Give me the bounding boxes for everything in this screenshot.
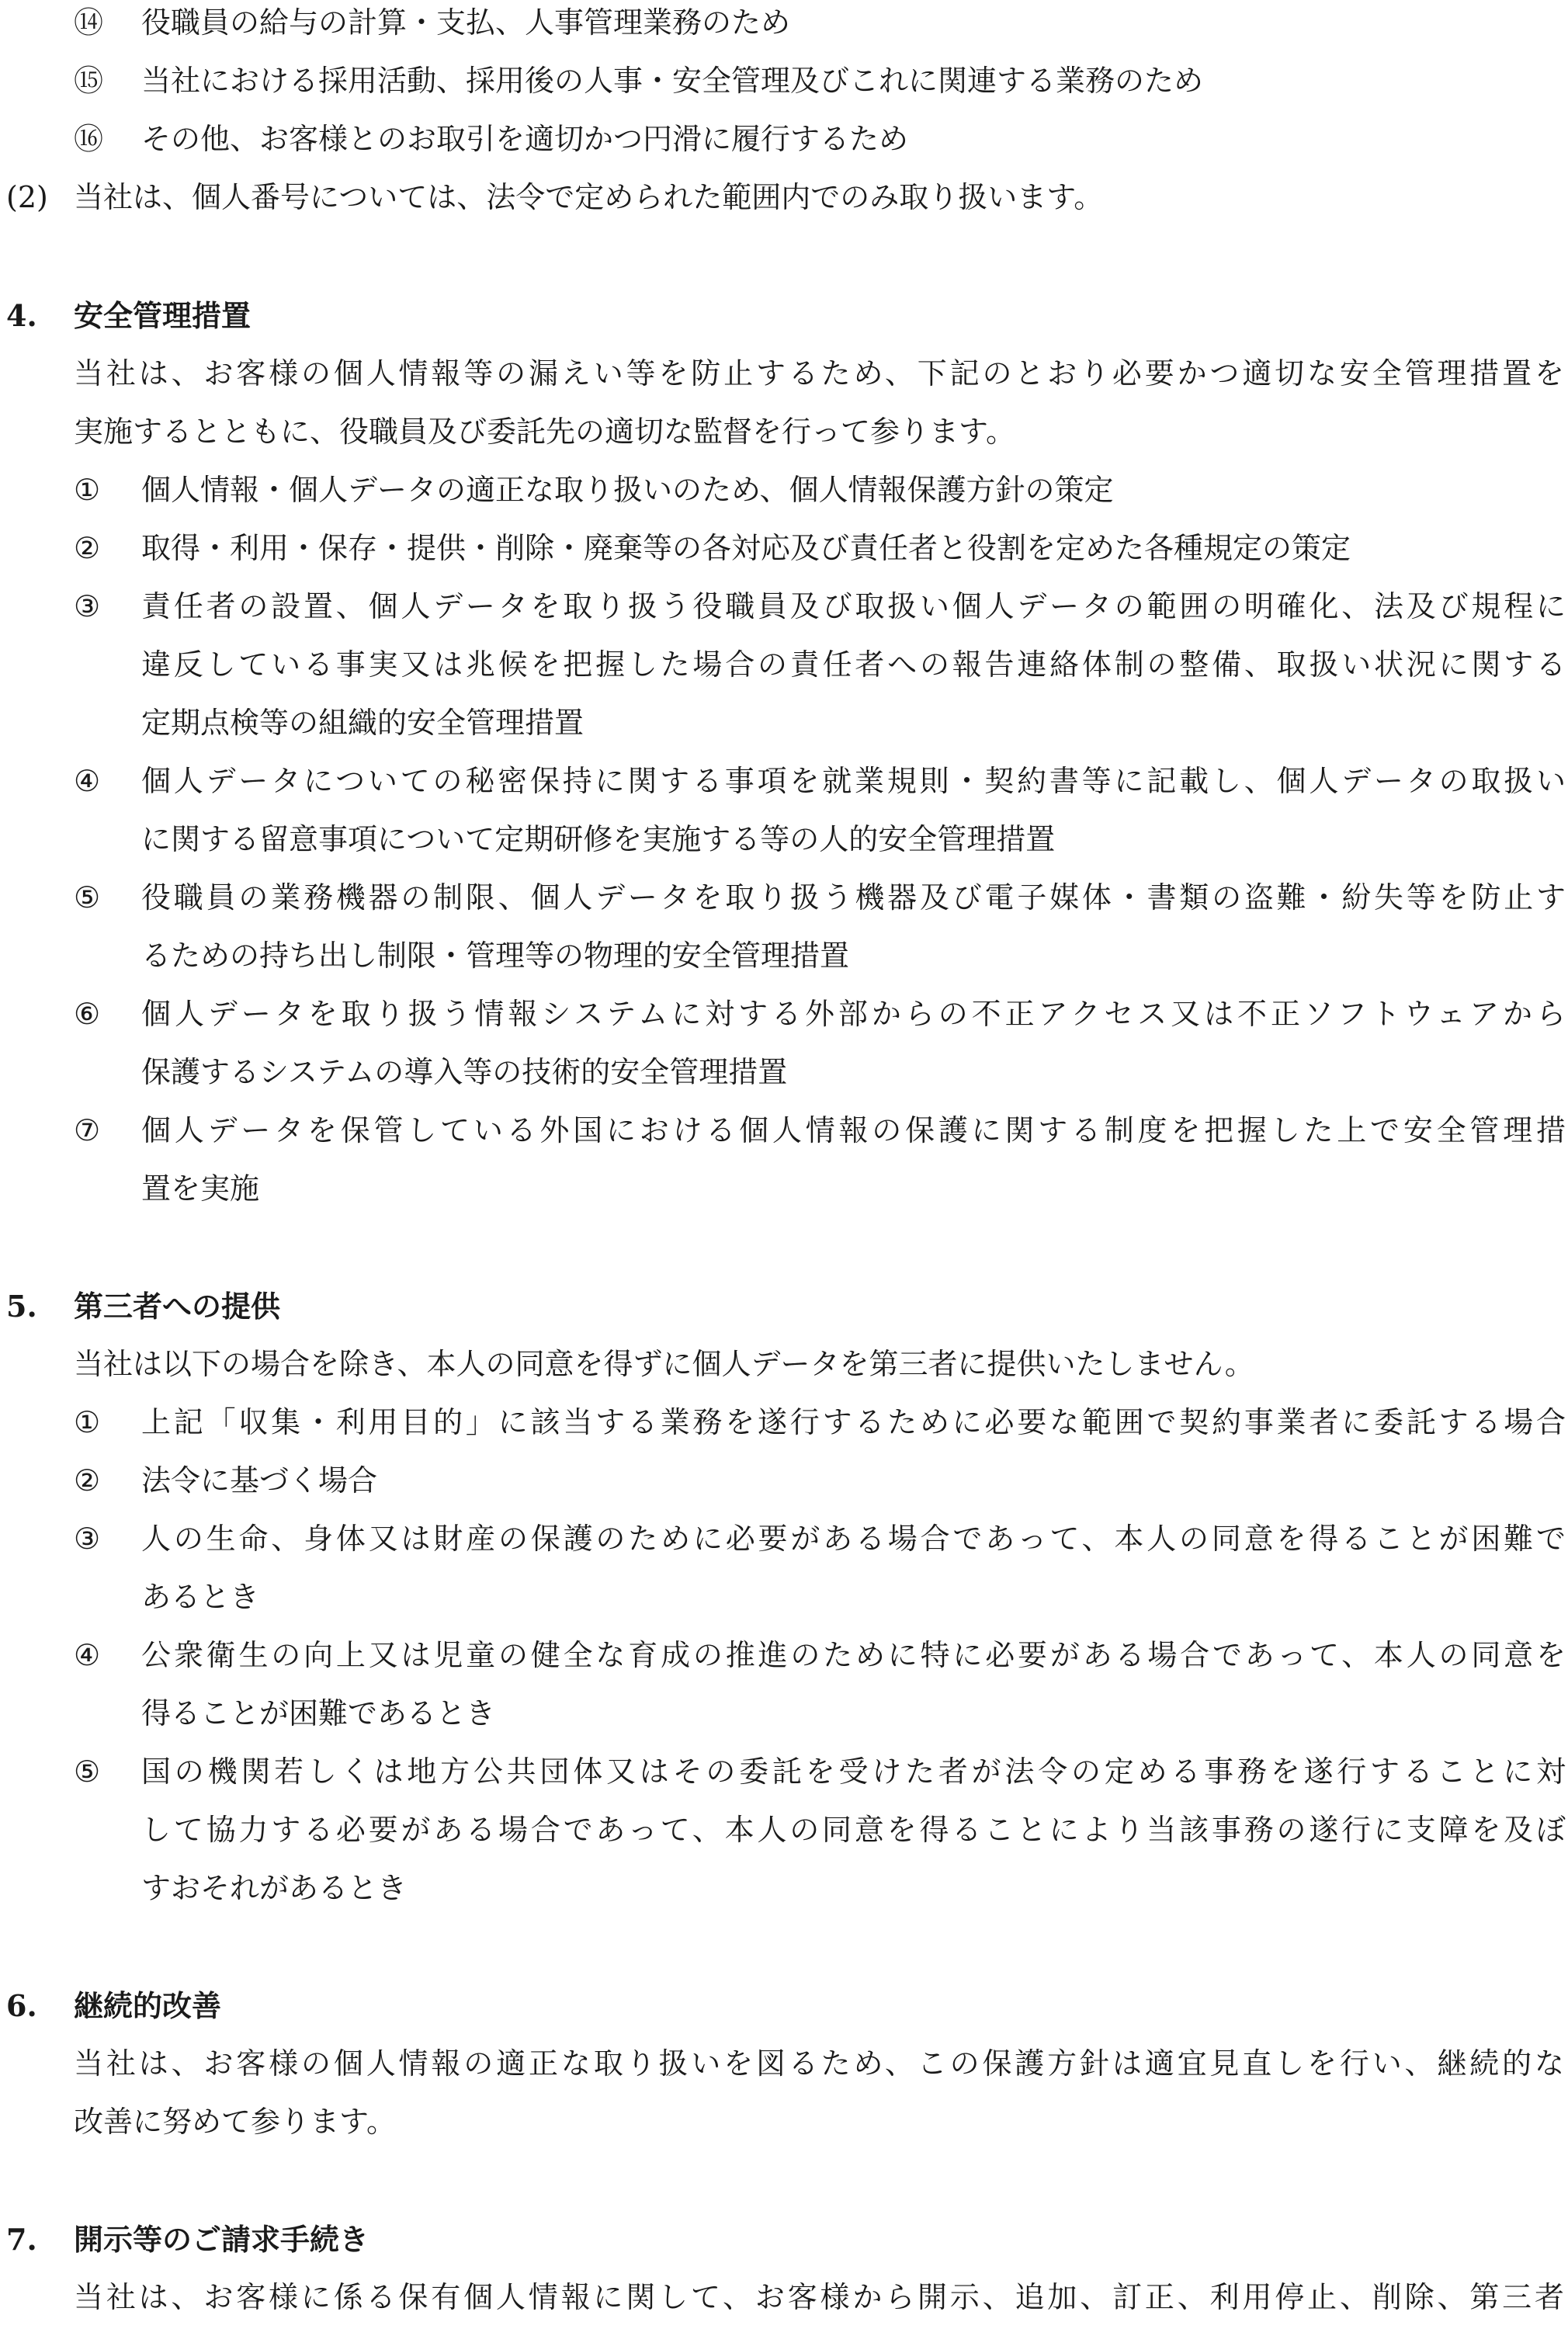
item-number: ② (74, 1463, 101, 1498)
item-text-continuation: すおそれがあるとき (141, 1871, 408, 1905)
item-text: 人の生命、身体又は財産の保護のために必要がある場合であって、本人の同意を得ることが困難で (141, 1522, 1566, 1556)
item-text-continuation: 定期点検等の組織的安全管理措置 (141, 706, 585, 740)
item-number: ⑤ (74, 1755, 101, 1789)
item-number: ⑭ (74, 5, 104, 40)
item-text-continuation: あるとき (141, 1580, 260, 1614)
item-text: 個人データを保管している外国における個人情報の保護に関する制度を把握した上で安全管理措 (141, 1113, 1566, 1147)
item-text: 役職員の給与の計算・支払、人事管理業務のため (141, 5, 791, 40)
item-text: 役職員の業務機器の制限、個人データを取り扱う機器及び電子媒体・書類の盗難・紛失等を防止す (141, 880, 1566, 915)
item-text-continuation: 保護するシステムの導入等の技術的安全管理措置 (141, 1055, 788, 1089)
item-text-continuation: るための持ち出し制限・管理等の物理的安全管理措置 (141, 939, 850, 973)
item-text: 当社における採用活動、採用後の人事・安全管理及びこれに関連する業務のため (141, 64, 1204, 98)
item-text-continuation: 違反している事実又は兆候を把握した場合の責任者への報告連絡体制の整備、取扱い状況に関する (141, 647, 1566, 682)
section-intro-line: 当社は、お客様の個人情報等の漏えい等を防止するため、下記のとおり必要かつ適切な安全管理措置を (74, 356, 1564, 390)
section-intro-line: 当社は以下の場合を除き、本人の同意を得ずに個人データを第三者に提供いたしません。 (74, 1347, 1254, 1381)
section-title: 開示等のご請求手続き (74, 2222, 369, 2257)
item-number: ④ (74, 764, 101, 798)
item-number: ④ (74, 1638, 101, 1672)
paragraph-text: 当社は、個人番号については、法令で定められた範囲内でのみ取り扱います。 (74, 180, 1104, 214)
item-number: ⑤ (74, 880, 101, 915)
item-number: ③ (74, 1522, 101, 1556)
section-intro-line: 当社は、お客様に係る保有個人情報に関して、お客様から開示、追加、訂正、利用停止、削除、第三者 (74, 2280, 1564, 2314)
item-text: 法令に基づく場合 (141, 1463, 378, 1498)
item-text: その他、お客様とのお取引を適切かつ円滑に履行するため (141, 122, 909, 156)
item-number: ⑥ (74, 997, 101, 1031)
section-number: 5. (6, 1289, 37, 1324)
section-title: 継続的改善 (74, 1988, 222, 2023)
section-intro-line: 当社は、お客様の個人情報の適正な取り扱いを図るため、この保護方針は適宜見直しを行い、継続的な (74, 2046, 1564, 2081)
item-number: ① (74, 1405, 101, 1439)
item-number: ⑦ (74, 1113, 101, 1147)
section-number: 6. (6, 1988, 37, 2023)
item-text: 個人データについての秘密保持に関する事項を就業規則・契約書等に記載し、個人データの取扱い (141, 764, 1566, 798)
item-text-continuation: 得ることが困難であるとき (141, 1696, 496, 1730)
item-number: ⑮ (74, 64, 104, 98)
item-text: 上記「収集・利用目的」に該当する業務を遂行するために必要な範囲で契約事業者に委託する場合 (141, 1405, 1566, 1439)
item-text-continuation: に関する留意事項について定期研修を実施する等の人的安全管理措置 (141, 822, 1056, 856)
section-number: 7. (6, 2222, 37, 2257)
section-intro-line: 実施するとともに、役職員及び委託先の適切な監督を行って参ります。 (74, 415, 1015, 449)
section-number: 4. (6, 298, 37, 333)
section-intro-line: 改善に努めて参ります。 (74, 2105, 396, 2139)
item-number: ② (74, 531, 101, 565)
item-text: 国の機関若しくは地方公共団体又はその委託を受けた者が法令の定める事務を遂行することに対 (141, 1755, 1566, 1789)
section-title: 第三者への提供 (74, 1289, 281, 1324)
item-text: 個人データを取り扱う情報システムに対する外部からの不正アクセス又は不正ソフトウェアから (141, 997, 1566, 1031)
item-text-continuation: 置を実施 (141, 1171, 260, 1206)
item-text: 責任者の設置、個人データを取り扱う役職員及び取扱い個人データの範囲の明確化、法及び規程に (141, 589, 1566, 623)
item-text: 取得・利用・保存・提供・削除・廃棄等の各対応及び責任者と役割を定めた各種規定の策定 (141, 531, 1351, 565)
item-text: 公衆衛生の向上又は児童の健全な育成の推進のために特に必要がある場合であって、本人の同意を (141, 1638, 1566, 1672)
item-number: ① (74, 473, 101, 507)
item-text-continuation: して協力する必要がある場合であって、本人の同意を得ることにより当該事務の遂行に支障を及ぼ (141, 1813, 1566, 1847)
item-text: 個人情報・個人データの適正な取り扱いのため、個人情報保護方針の策定 (141, 473, 1114, 507)
section-title: 安全管理措置 (74, 298, 252, 333)
item-number: ⑯ (74, 122, 104, 156)
item-number: ③ (74, 589, 101, 623)
paragraph-number: (2) (6, 180, 48, 214)
